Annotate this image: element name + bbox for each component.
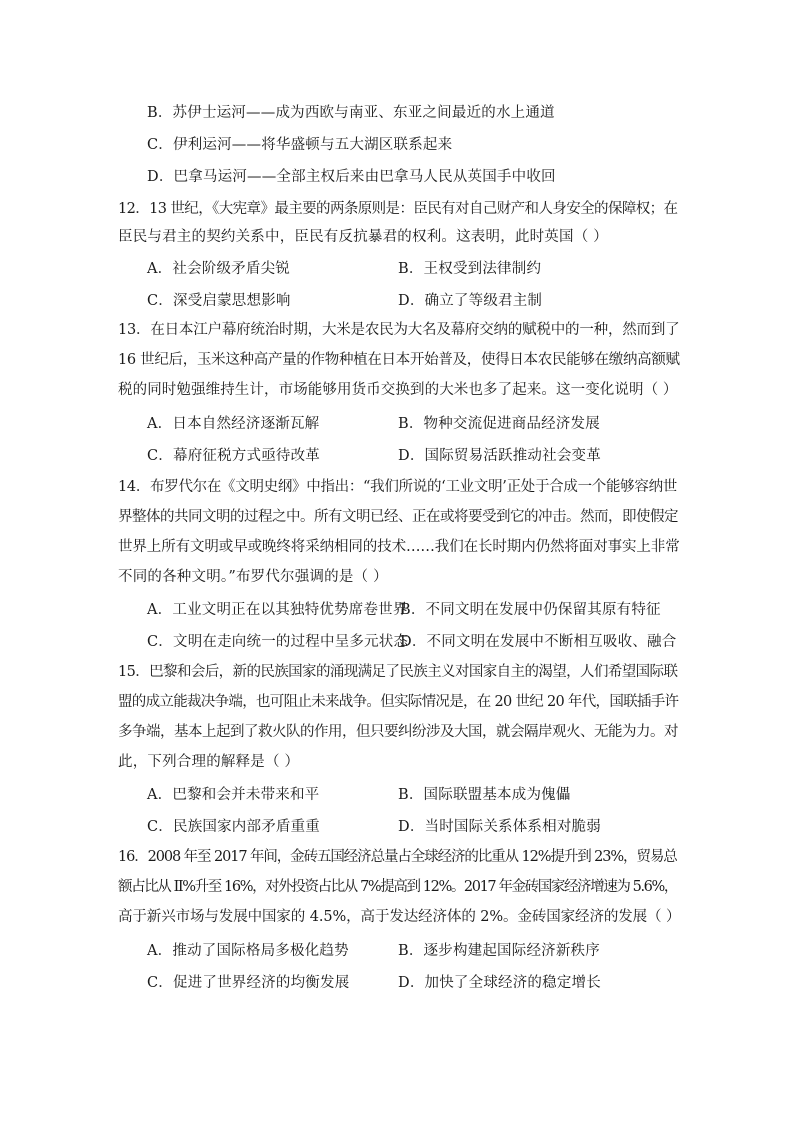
q15-option-a: A．巴黎和会并未带来和平	[147, 787, 320, 803]
q16-option-b: B．逐步构建起国际经济新秩序	[398, 943, 600, 959]
q16-stem-line-3: 高于新兴市场与发展中国家的 4.5%，高于发达经济体的 2%。金砖国家经济的发展（ ）	[118, 909, 681, 925]
q12-stem-line-2: 臣民与君主的契约关系中，臣民有反抗暴君的权利。这表明，此时英国（ ）	[118, 229, 608, 245]
q11-option-d: D．巴拿马运河——全部主权后来由巴拿马人民从英国手中收回	[147, 169, 556, 185]
q12-option-a: A．社会阶级矛盾尖锐	[147, 261, 290, 277]
q14-stem-line-3: 世界上所有文明或早或晚终将采纳相同的技术……我们在长时期内仍然将面对事实上非常	[118, 539, 680, 555]
q16-stem-line-1: 16．2008 年至 2017 年间，金砖五国经济总量占全球经济的比重从 12%提升到 23%，贸易总	[118, 849, 677, 865]
q14-stem-line-1: 14．布罗代尔在《文明史纲》中指出：“我们所说的‘工业文明’正处于合成一个能够容纳世	[118, 479, 677, 495]
q15-stem-line-2: 盟的成立能裁决争端，也可阻止未来战争。但实际情况是，在 20 世纪 20 年代，国联插手许	[118, 694, 679, 710]
q15-option-d: D．当时国际关系体系相对脆弱	[398, 819, 601, 835]
q12-stem-line-1: 12．13 世纪，《大宪章》最主要的两条原则是：臣民有对自己财产和人身安全的保障权；在	[118, 201, 678, 217]
q13-stem-line-1: 13．在日本江户幕府统治时期，大米是农民为大名及幕府交纳的赋税中的一种，然而到了	[118, 322, 680, 338]
q15-stem-line-1: 15．巴黎和会后，新的民族国家的涌现满足了民族主义对国家自主的渴望，人们希望国际联	[118, 664, 678, 680]
q14-option-c: C．文明在走向统一的过程中呈多元状态	[147, 634, 409, 650]
q12-option-c: C．深受启蒙思想影响	[147, 293, 291, 309]
q13-option-b: B．物种交流促进商品经济发展	[398, 416, 600, 432]
q14-option-a: A．工业文明正在以其独特优势席卷世界	[147, 602, 408, 618]
q13-stem-line-3: 税的同时勉强维持生计，市场能够用货币交换到的大米也多了起来。这一变化说明（ ）	[118, 382, 678, 398]
q15-stem-line-4: 此，下列合理的解释是（ ）	[118, 754, 300, 770]
q16-option-a: A．推动了国际格局多极化趋势	[147, 943, 349, 959]
q16-option-d: D．加快了全球经济的稳定增长	[398, 975, 601, 991]
q15-option-b: B．国际联盟基本成为傀儡	[398, 787, 571, 803]
q13-option-c: C．幕府征税方式亟待改革	[147, 448, 320, 464]
q15-stem-line-3: 多争端，基本上起到了救火队的作用，但只要纠纷涉及大国，就会隔岸观火、无能为力。对	[118, 724, 678, 740]
q15-option-c: C．民族国家内部矛盾重重	[147, 819, 320, 835]
q13-option-d: D．国际贸易活跃推动社会变革	[398, 448, 601, 464]
q14-option-b: B．不同文明在发展中仍保留其原有特征	[400, 602, 661, 618]
q14-stem-line-2: 界整体的共同文明的过程之中。所有文明已经、正在或将要受到它的冲击。然而，即使假定	[118, 509, 678, 525]
q14-stem-line-4: 不同的各种文明。”布罗代尔强调的是（ ）	[118, 569, 388, 585]
q14-option-d: D．不同文明在发展中不断相互吸收、融合	[400, 634, 677, 650]
q11-option-c: C．伊利运河——将华盛顿与五大湖区联系起来	[147, 137, 453, 153]
q12-option-b: B．王权受到法律制约	[398, 261, 542, 277]
q16-option-c: C．促进了世界经济的均衡发展	[147, 975, 350, 991]
q16-stem-line-2: 额占比从 II%升至 16%，对外投资占比从 7%提高到 12%。2017 年金砖国家经济增速为 5.6%，	[118, 879, 677, 895]
q13-stem-line-2: 16 世纪后，玉米这种高产量的作物种植在日本开始普及，使得日本农民能够在缴纳高额赋	[118, 352, 680, 368]
q13-option-a: A．日本自然经济逐渐瓦解	[147, 416, 320, 432]
q12-option-d: D．确立了等级君主制	[398, 293, 543, 309]
q11-option-b: B．苏伊士运河——成为西欧与南亚、东亚之间最近的水上通道	[147, 105, 555, 121]
